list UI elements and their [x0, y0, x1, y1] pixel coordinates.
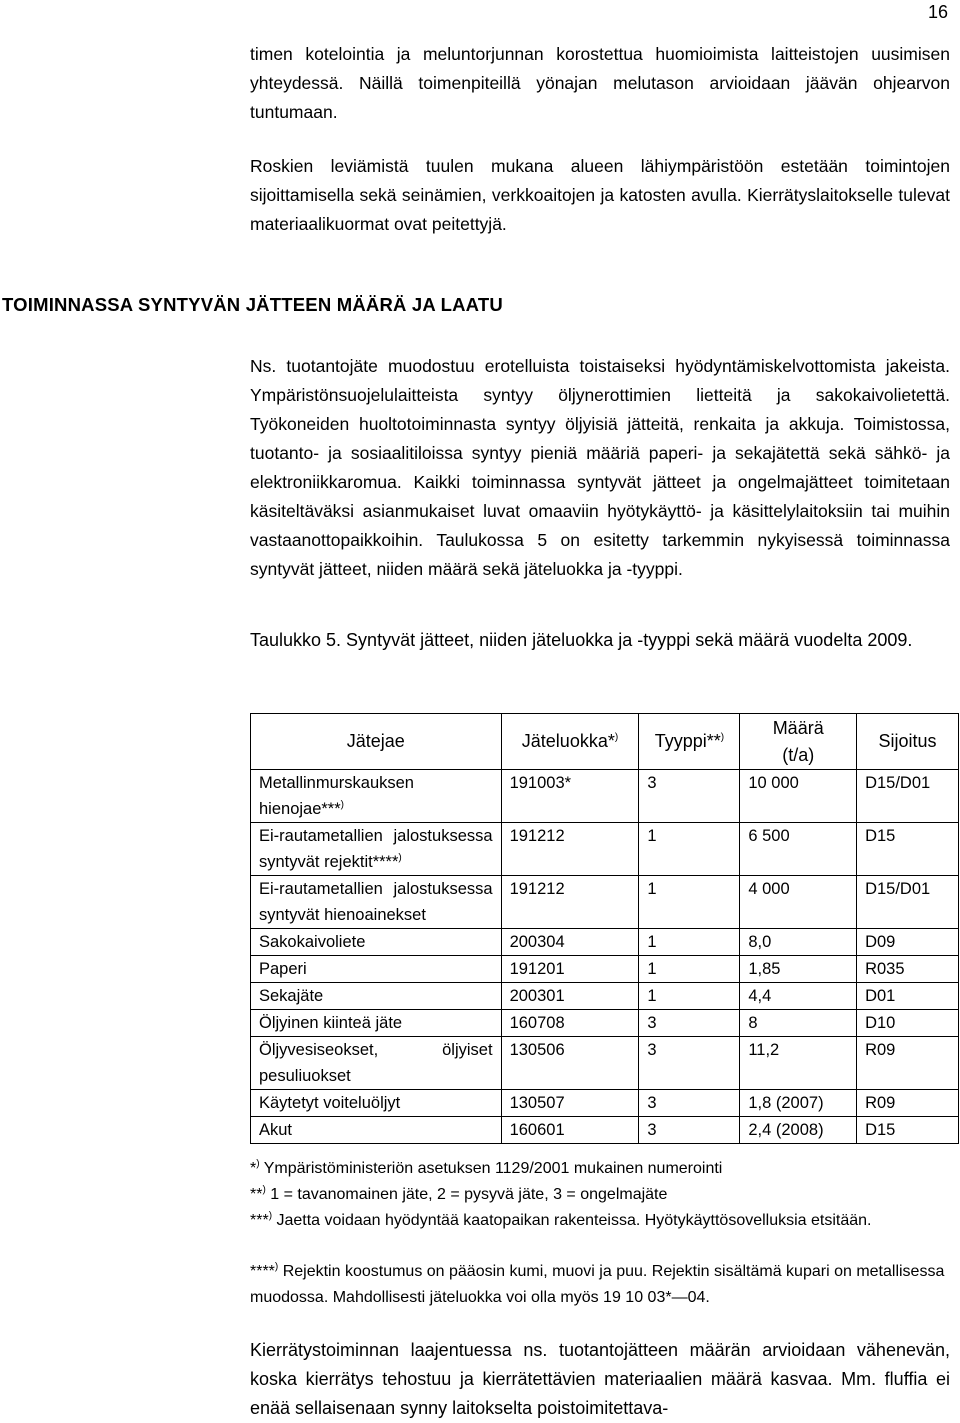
paragraph-litter-prevention: Roskien leviämistä tuulen mukana alueen lähiympäristöön estetään toimintojen sijoittamisella sekä seinämien, verkkoaitojen ja katosten avulla. Kierrätyslaitokselle tulevat materiaalikuormat ovat peitettyjä. [250, 156, 950, 234]
cell-waste-class: 191212 [501, 876, 639, 929]
cell-waste-fraction: Ei-rautametallien jalostuksessa syntyvät rejektit****) [251, 823, 502, 876]
cell-waste-class: 160708 [501, 1010, 639, 1037]
cell-placement: D01 [857, 983, 959, 1010]
table-row [251, 876, 959, 929]
cell-placement: D15/D01 [857, 770, 959, 823]
cell-waste-fraction: Sekajäte [251, 983, 502, 1010]
header-waste-fraction: Jätejae [251, 714, 502, 770]
cell-waste-fraction: Öljyvesiseokset, öljyiset pesuliuokset [251, 1037, 502, 1090]
table-header-row [251, 714, 959, 770]
paragraph-noise-control: timen kotelointia ja meluntorjunnan korostettua huomioimista laitteistojen uusimisen yhteydessä. Näillä toimenpiteillä yönajan melutason arvioidaan jäävän ohjearvon tuntumaan. [250, 44, 950, 122]
footnote-3: ***) Jaetta voidaan hyödyntää kaatopaikan rakenteissa. Hyötykäyttösovelluksia etsitään. [250, 1210, 872, 1229]
table-caption: Taulukko 5. Syntyvät jätteet, niiden jäteluokka ja -tyyppi sekä määrä vuodelta 2009. [250, 630, 913, 650]
cell-type: 1 [639, 956, 740, 983]
cell-amount: 6 500 [740, 823, 857, 876]
cell-placement: D15/D01 [857, 876, 959, 929]
table-row [251, 929, 959, 956]
table-row [251, 770, 959, 823]
cell-type: 1 [639, 823, 740, 876]
cell-amount: 2,4 (2008) [740, 1117, 857, 1144]
cell-waste-class: 200304 [501, 929, 639, 956]
header-type: Tyyppi**) [639, 714, 740, 770]
cell-waste-fraction: Metallinmurskauksen hienojae***) [251, 770, 502, 823]
cell-waste-class: 130506 [501, 1037, 639, 1090]
cell-type: 3 [639, 770, 740, 823]
cell-amount: 4,4 [740, 983, 857, 1010]
cell-waste-fraction: Käytetyt voiteluöljyt [251, 1090, 502, 1117]
cell-placement: R09 [857, 1090, 959, 1117]
cell-waste-class: 191201 [501, 956, 639, 983]
cell-type: 3 [639, 1117, 740, 1144]
cell-type: 3 [639, 1037, 740, 1090]
cell-waste-class: 160601 [501, 1117, 639, 1144]
cell-waste-class: 191003* [501, 770, 639, 823]
cell-waste-fraction: Akut [251, 1117, 502, 1144]
cell-placement: R09 [857, 1037, 959, 1090]
paragraph-waste-description: Ns. tuotantojäte muodostuu erotelluista toistaiseksi hyödyntämiskelvottomista jakeista. Ympäristönsuojelulaitteista syntyy öljynerottimien lietteitä ja sakokaivolietettä. Työkoneiden huoltotoiminnasta syntyy öljyisiä jätteitä, renkaita ja akkuja. Toimistossa, tuotanto- ja sosiaalitiloissa syntyy pieniä määriä paperi- ja sekajätettä sekä sähkö- ja elektroniikkaromua. Kaikki toiminnassa syntyvät jätteet ja ongelmajätteet toimitetaan käsiteltäväksi asianmukaiset luvat omaaviin hyötykäyttö- ja käsittelylaitoksiin tai muihin vastaanottopaikkoihin. Taulukossa 5 on esitetty tarkemmin nykyisessä toiminnassa syntyvät jätteet, niiden määrä sekä jäteluokka ja -tyyppi. [250, 356, 950, 579]
waste-table [250, 713, 959, 1144]
cell-type: 3 [639, 1010, 740, 1037]
cell-placement: R035 [857, 956, 959, 983]
table-row [251, 1090, 959, 1117]
cell-waste-class: 130507 [501, 1090, 639, 1117]
cell-amount: 10 000 [740, 770, 857, 823]
cell-waste-fraction: Paperi [251, 956, 502, 983]
cell-type: 1 [639, 876, 740, 929]
page-number: 16 [927, 2, 948, 22]
cell-type: 3 [639, 1090, 740, 1117]
header-placement: Sijoitus [857, 714, 959, 770]
cell-placement: D15 [857, 1117, 959, 1144]
paragraph-recycling-expansion: Kierrätystoiminnan laajentuessa ns. tuotantojätteen määrän arvioidaan vähenevän, koska kierrätys tehostuu ja kierrätettävien materiaalien määrä kasvaa. Mm. fluffia ei enää sellaisenaan synny laitokselta poistoimitettava- [250, 1340, 950, 1418]
cell-waste-fraction: Ei-rautametallien jalostuksessa syntyvät hienoainekset [251, 876, 502, 929]
table-row [251, 1037, 959, 1090]
cell-amount: 1,85 [740, 956, 857, 983]
cell-type: 1 [639, 929, 740, 956]
cell-amount: 8 [740, 1010, 857, 1037]
header-waste-class: Jäteluokka*) [501, 714, 639, 770]
cell-waste-fraction: Sakokaivoliete [251, 929, 502, 956]
cell-amount: 8,0 [740, 929, 857, 956]
header-amount: Määrä (t/a) [740, 714, 857, 770]
footnote-4: ****) Rejektin koostumus on pääosin kumi, muovi ja puu. Rejektin sisältämä kupari on metallisessa muodossa. Mahdollisesti jäteluokka voi olla myös 19 10 03*—04. [250, 1261, 945, 1306]
cell-waste-class: 191212 [501, 823, 639, 876]
footnote-2: **) 1 = tavanomainen jäte, 2 = pysyvä jäte, 3 = ongelmajäte [250, 1184, 668, 1203]
table-row [251, 956, 959, 983]
section-heading: TOIMINNASSA SYNTYVÄN JÄTTEEN MÄÄRÄ JA LAATU [2, 294, 503, 315]
cell-waste-class: 200301 [501, 983, 639, 1010]
table-row [251, 823, 959, 876]
footnote-1: *) Ympäristöministeriön asetuksen 1129/2001 mukainen numerointi [250, 1158, 723, 1177]
cell-amount: 11,2 [740, 1037, 857, 1090]
cell-placement: D15 [857, 823, 959, 876]
table-row [251, 1010, 959, 1037]
cell-placement: D10 [857, 1010, 959, 1037]
cell-type: 1 [639, 983, 740, 1010]
table-row [251, 983, 959, 1010]
cell-amount: 4 000 [740, 876, 857, 929]
cell-amount: 1,8 (2007) [740, 1090, 857, 1117]
cell-placement: D09 [857, 929, 959, 956]
table-row [251, 1117, 959, 1144]
cell-waste-fraction: Öljyinen kiinteä jäte [251, 1010, 502, 1037]
